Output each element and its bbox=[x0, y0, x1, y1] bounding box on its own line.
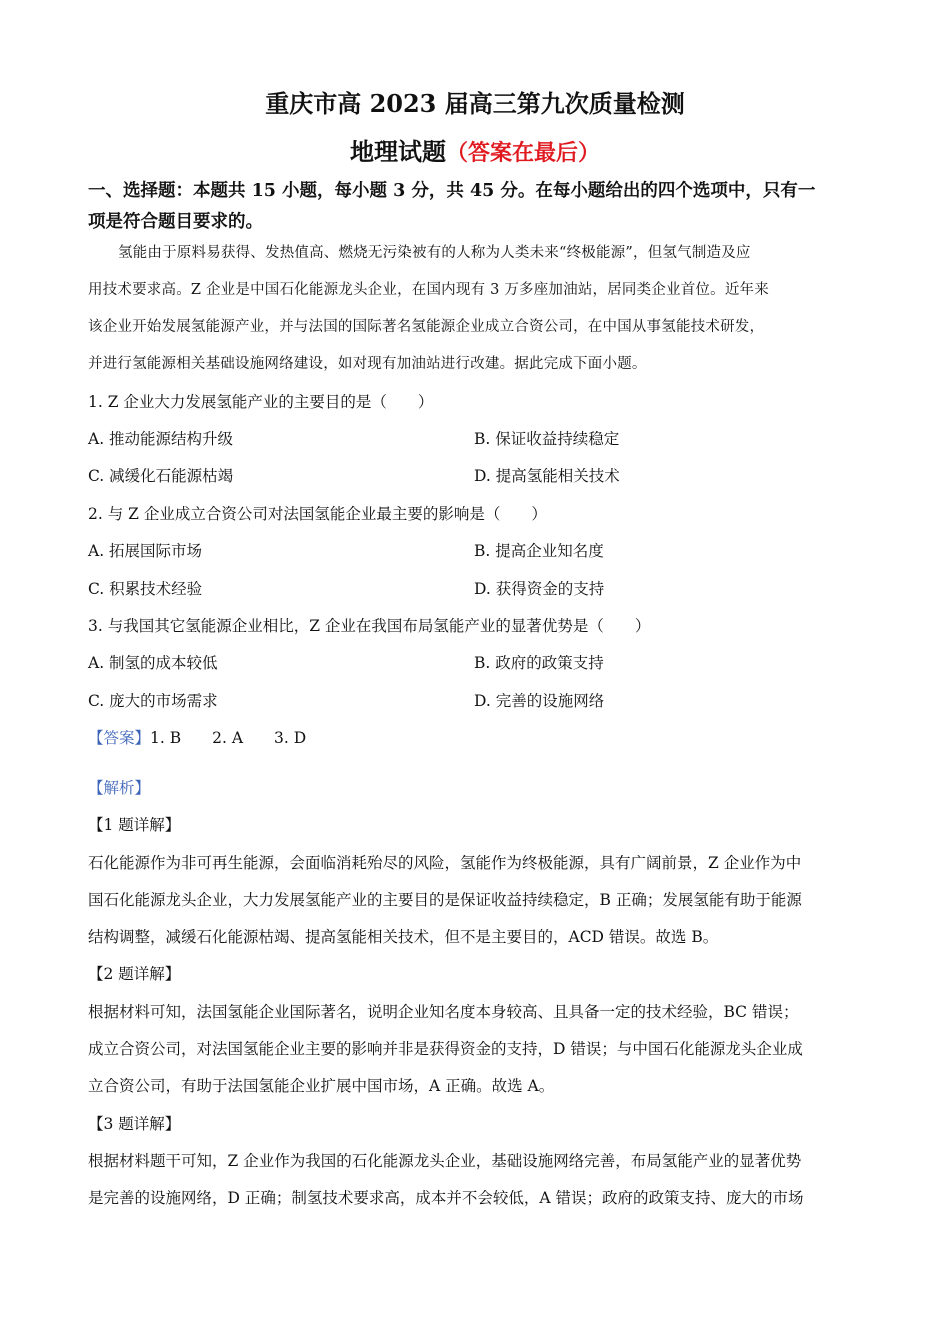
passage-line: 该企业开始发展氢能源产业，并与法国的国际著名氢能源企业成立合资公司，在中国从事氢能技术研发， bbox=[88, 319, 765, 335]
question-2-option-a: A. 拓展国际市场 bbox=[88, 542, 203, 560]
analysis-text-line: 结构调整，减缓石化能源枯竭、提高氢能相关技术，但不是主要目的，ACD 错误。故选 B。 bbox=[88, 928, 719, 946]
document-subtitle bbox=[0, 132, 950, 167]
analysis-text-line: 立合资公司，有助于法国氢能企业扩展中国市场，A 正确。故选 A。 bbox=[88, 1077, 555, 1095]
question-2-option-d: D. 获得资金的支持 bbox=[474, 580, 605, 598]
question-3-option-c: C. 庞大的市场需求 bbox=[88, 692, 218, 710]
analysis-text-line: 根据材料题干可知，Z 企业作为我国的石化能源龙头企业，基础设施网络完善，布局氢能产业的显著优势 bbox=[88, 1152, 802, 1170]
question-2-option-b: B. 提高企业知名度 bbox=[474, 542, 604, 560]
question-1-option-b: B. 保证收益持续稳定 bbox=[474, 430, 620, 448]
question-1-option-c: C. 减缓化石能源枯竭 bbox=[88, 467, 234, 485]
question-3-option-d: D. 完善的设施网络 bbox=[474, 692, 605, 710]
document-title: 重庆市高 2023 届高三第九次质量检测 bbox=[265, 89, 685, 118]
analysis-heading-1: 【1 题详解】 bbox=[88, 816, 181, 834]
question-3-option-a: A. 制氢的成本较低 bbox=[88, 654, 218, 672]
analysis-text-line: 石化能源作为非可再生能源，会面临消耗殆尽的风险，氢能作为终极能源，具有广阔前景，Z 企业作为中 bbox=[88, 854, 802, 872]
passage-line: 并进行氢能源相关基础设施网络建设，如对现有加油站进行改建。据此完成下面小题。 bbox=[88, 356, 647, 372]
analysis-heading-2: 【2 题详解】 bbox=[88, 965, 181, 983]
question-2-option-c: C. 积累技术经验 bbox=[88, 580, 203, 598]
passage-line: 氢能由于原料易获得、发热值高、燃烧无污染被有的人称为人类未来“终极能源”，但氢气制造及应 bbox=[118, 245, 751, 261]
analysis-text-line: 成立合资公司，对法国氢能企业主要的影响并非是获得资金的支持，D 错误；与中国石化能源龙头企业成 bbox=[88, 1040, 803, 1058]
analysis-heading-3: 【3 题详解】 bbox=[88, 1115, 181, 1133]
answer-note: （答案在最后） bbox=[445, 140, 600, 166]
question-3-option-b: B. 政府的政策支持 bbox=[474, 654, 604, 672]
section-heading-line-1: 一、选择题：本题共 15 小题，每小题 3 分，共 45 分。在每小题给出的四个选项中，只有一 bbox=[88, 181, 816, 201]
question-1-option-a: A. 推动能源结构升级 bbox=[88, 430, 234, 448]
analysis-label: 【解析】 bbox=[88, 779, 151, 797]
analysis-text-line: 是完善的设施网络，D 正确；制氢技术要求高，成本并不会较低，A 错误；政府的政策支持、庞大的市场 bbox=[88, 1189, 804, 1207]
answer-label: 【答案】 bbox=[88, 729, 151, 747]
answer-line bbox=[88, 726, 306, 748]
section-heading-line-2: 项是符合题目要求的。 bbox=[88, 212, 263, 232]
question-1-option-d: D. 提高氢能相关技术 bbox=[474, 467, 620, 485]
analysis-text-line: 国石化能源龙头企业，大力发展氢能产业的主要目的是保证收益持续稳定，B 正确；发展氢能有助于能源 bbox=[88, 891, 802, 909]
question-1-stem: 1. Z 企业大力发展氢能产业的主要目的是（ ） bbox=[88, 393, 434, 411]
question-3-stem: 3. 与我国其它氢能源企业相比，Z 企业在我国布局氢能产业的显著优势是（ ） bbox=[88, 617, 651, 635]
answer-values: 1. B 2. A 3. D bbox=[150, 729, 307, 747]
question-2-stem: 2. 与 Z 企业成立合资公司对法国氢能企业最主要的影响是（ ） bbox=[88, 505, 547, 523]
analysis-text-line: 根据材料可知，法国氢能企业国际著名，说明企业知名度本身较高、且具备一定的技术经验，BC 错误； bbox=[88, 1003, 799, 1021]
passage-line: 用技术要求高。Z 企业是中国石化能源龙头企业，在国内现有 3 万多座加油站，居同类企业首位。近年来 bbox=[88, 282, 769, 298]
subject-title: 地理试题 bbox=[349, 137, 446, 166]
